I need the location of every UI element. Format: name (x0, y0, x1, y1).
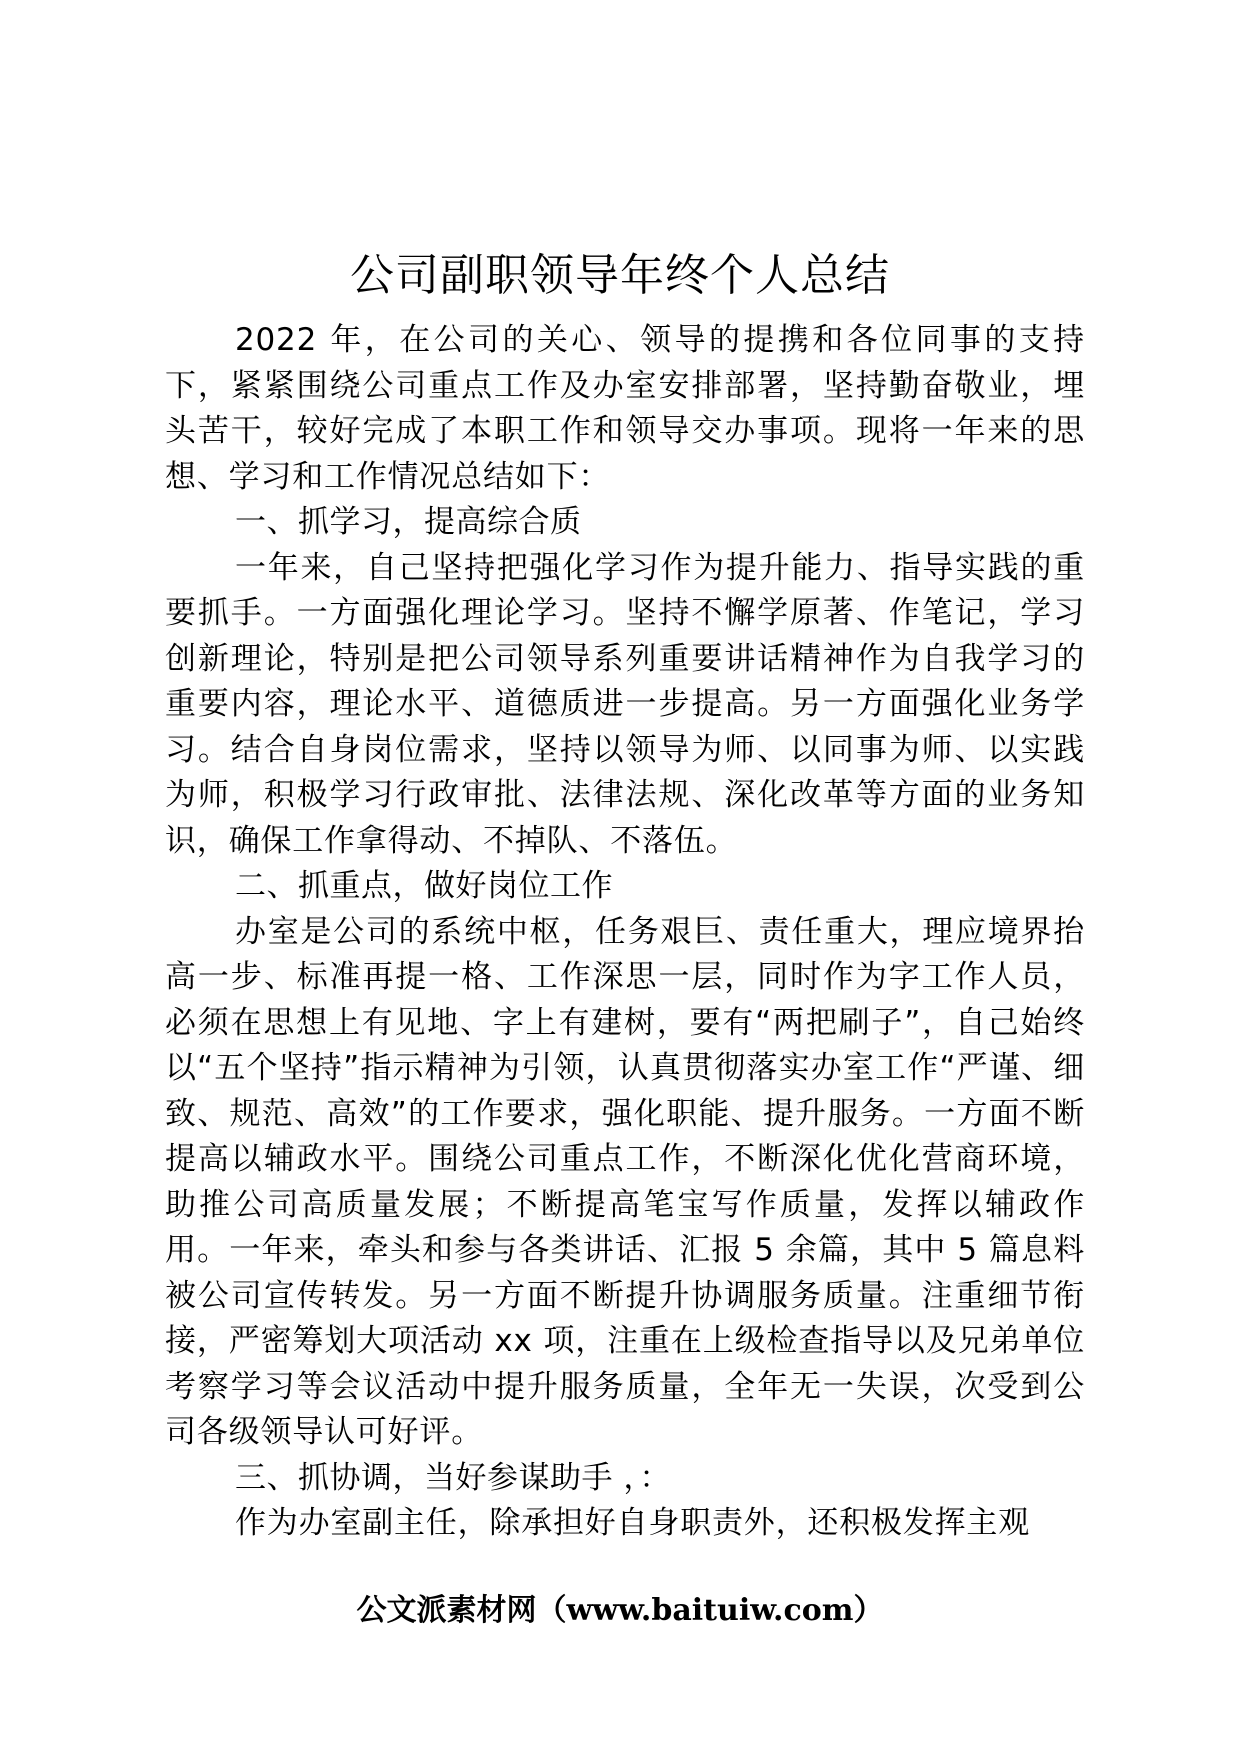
section-3-heading: 三、抓协调，当好参谋助手 ，： (235, 1459, 671, 1496)
section-2-paragraph: 办室是公司的系统中枢，任务艰巨、责任重大，理应境界抬高一步、标准再提一格、工作深思一层，同时作为字工作人员，必须在思想上有见地、字上有建树，要有“两把刷子”，自己始终以“五个坚持”指示精神为引领，认真贯彻落实办室工作“严谨、细致、规范、高效”的工作要求，强化职能、提升服务。一方面不断提高以辅政水平。围绕公司重点工作，不断深化优化营商环境，助推公司高质量发展；不断提高笔宝写作质量，发挥以辅政作用。一年来，牵头和参与各类讲话、汇报 5 余篇，其中 5 篇息料被公司宣传转发。另一方面不断提升协调服务质量。注重细节衔接，严密筹划大项活动 xx 项，注重在上级检查指导以及兄弟单位考察学习等会议活动中提升服务质量，全年无一失误，次受到公司各级领导认可好评。 (165, 913, 1085, 1450)
section-2-heading: 二、抓重点，做好岗位工作 (235, 868, 613, 904)
section-3-paragraph: 作为办室副主任，除承担好自身职责外，还积极发挥主观 (235, 1505, 1030, 1541)
section-1-paragraph: 一年来，自己坚持把强化学习作为提升能力、指导实践的重要抓手。一方面强化理论学习。坚持不懈学原著、作笔记，学习创新理论，特别是把公司领导系列重要讲话精神作为自我学习的重要内容，理论水平、道德质进一步提高。另一方面强化业务学习。结合自身岗位需求，坚持以领导为师、以同事为师、以实践为师，积极学习行政审批、法律法规、深化改革等方面的业务知识，确保工作拿得动、不掉队、不落伍。 (165, 549, 1085, 859)
document-body (165, 318, 1085, 1547)
section-1-heading: 一、抓学习，提高综合质 (235, 504, 582, 540)
intro-paragraph: 2022 年，在公司的关心、领导的提携和各位同事的支持下，紧紧围绕公司重点工作及办室安排部署，坚持勤奋敬业，埋头苦干，较好完成了本职工作和领导交办事项。现将一年来的思想、学习和工作情况总结如下： (165, 322, 1085, 495)
document-title: 公司副职领导年终个人总结 (350, 250, 890, 301)
footer-source-credit: 公文派素材网（www.baituiw.com） (356, 1593, 884, 1628)
